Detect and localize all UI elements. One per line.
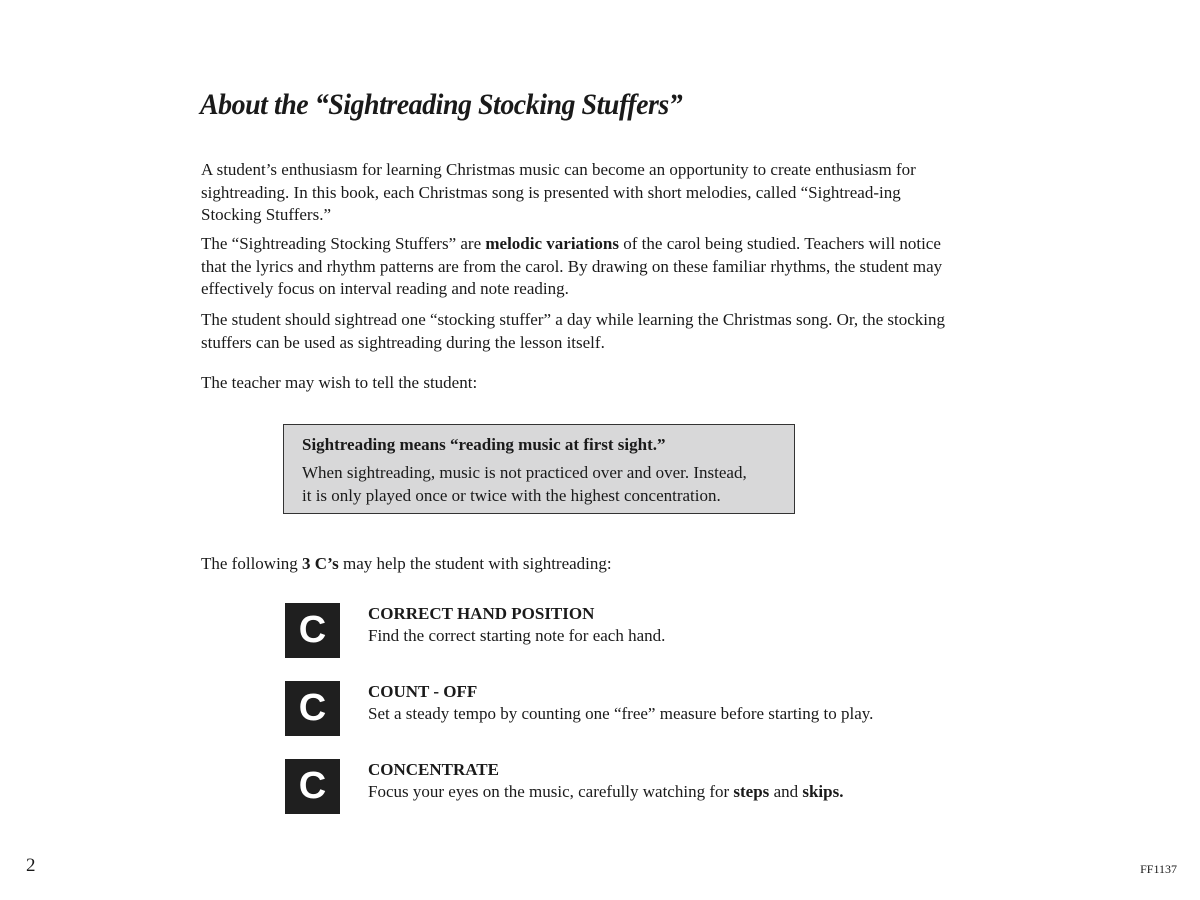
paragraph-text: The following bbox=[201, 554, 303, 573]
c-description: Find the correct starting note for each hand. bbox=[368, 626, 666, 645]
intro-paragraph: A student’s enthusiasm for learning Christmas music can become an opportunity to create enthusiasm for sightreading. In this book, each Christmas song is presented with short melodies, called “Sightread-ing Stocking Stuffers.” bbox=[201, 160, 916, 224]
c-letter-box: C bbox=[285, 681, 340, 736]
c-letter-box: C bbox=[285, 759, 340, 814]
three-cs-intro-paragraph bbox=[201, 553, 961, 576]
bold-term: skips. bbox=[802, 782, 844, 801]
c-description: Set a steady tempo by counting one “free” measure before starting to play. bbox=[368, 704, 874, 723]
c-description bbox=[368, 781, 843, 803]
description-text: and bbox=[769, 782, 803, 801]
page-number: 2 bbox=[26, 855, 36, 876]
melodic-variations-paragraph bbox=[201, 233, 961, 301]
paragraph-text: may help the student with sightreading: bbox=[338, 554, 612, 573]
c-item-correct-hand-position bbox=[285, 603, 985, 659]
bold-term: melodic variations bbox=[485, 234, 620, 253]
callout-line: it is only played once or twice with the highest concentration. bbox=[302, 485, 721, 505]
sightreading-definition-box bbox=[283, 424, 795, 514]
c-heading: CORRECT HAND POSITION bbox=[368, 604, 595, 623]
callout-line: When sightreading, music is not practiced over and over. Instead, bbox=[302, 463, 747, 482]
c-letter-box: C bbox=[285, 603, 340, 658]
callout-title: Sightreading means “reading music at first sight.” bbox=[302, 435, 666, 454]
sightread-daily-paragraph: The student should sightread one “stocking stuffer” a day while learning the Christmas song. Or, the stocking stuffers can be used as sightreading during the lesson itself. bbox=[201, 310, 946, 352]
c-item-concentrate bbox=[285, 759, 985, 815]
bold-term: 3 C’s bbox=[302, 554, 339, 573]
c-item-count-off bbox=[285, 681, 985, 737]
c-heading: COUNT - OFF bbox=[368, 682, 478, 701]
page-title: About the “Sightreading Stocking Stuffers” bbox=[200, 88, 683, 121]
c-heading: CONCENTRATE bbox=[368, 760, 499, 779]
catalog-code: FF1137 bbox=[1140, 862, 1177, 876]
paragraph-text: The “Sightreading Stocking Stuffers” are bbox=[201, 234, 486, 253]
teacher-note-paragraph: The teacher may wish to tell the student: bbox=[201, 373, 478, 392]
callout-body bbox=[302, 462, 794, 507]
paragraph-text: of the carol being studied. Teachers will notice that the lyrics and rhythm patterns are from the carol. By drawing on these familiar rhythms, the student may effectively focus on interval reading and note reading. bbox=[201, 234, 943, 298]
description-text: Focus your eyes on the music, carefully watching for bbox=[368, 782, 734, 801]
bold-term: steps bbox=[733, 782, 770, 801]
